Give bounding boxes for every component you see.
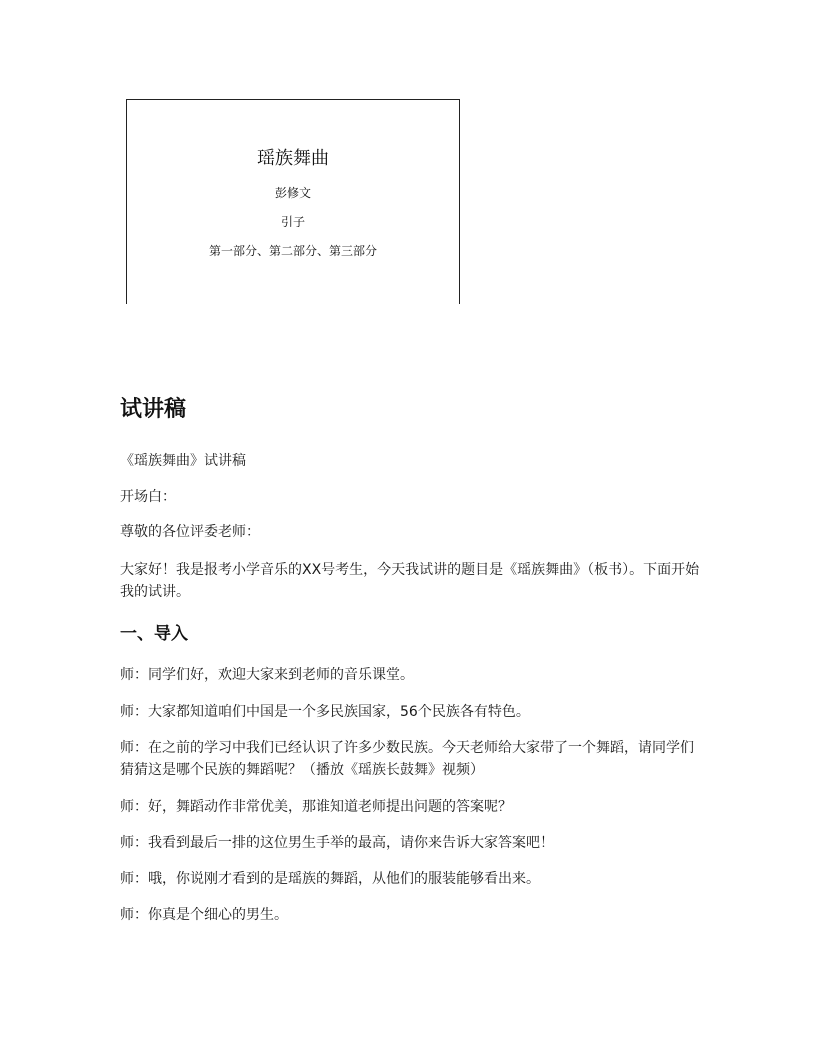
board-author: 彭修文 [274,186,311,200]
paragraph-lesson-title: 《瑶族舞曲》试讲稿 [120,453,246,469]
paragraph-dialogue-6: 师：哦，你说刚才看到的是瑶族的舞蹈，从他们的服装能够看出来。 [120,871,540,887]
paragraph-dialogue-3: 师：在之前的学习中我们已经认识了许多少数民族。今天老师给大家带了一个舞蹈，请同学们猜猜这是哪个民族的舞蹈呢？（播放《瑶族长鼓舞》视频） [120,740,694,778]
section-heading-intro: 一、导入 [120,624,188,644]
paragraph-opening: 开场白： [120,489,176,505]
paragraph-greeting: 尊敬的各位评委老师： [120,524,260,540]
blackboard-slide [126,99,460,304]
paragraph-dialogue-1: 师：同学们好，欢迎大家来到老师的音乐课堂。 [120,667,414,683]
page-title: 试讲稿 [120,397,187,422]
paragraph-introduction: 大家好！我是报考小学音乐的XX号考生，今天我试讲的题目是《瑶族舞曲》（板书）。下面开始我的试讲。 [120,562,700,600]
paragraph-dialogue-4: 师：好，舞蹈动作非常优美，那谁知道老师提出问题的答案呢？ [120,799,512,815]
board-intro: 引子 [280,215,305,229]
paragraph-dialogue-2: 师：大家都知道咱们中国是一个多民族国家，56个民族各有特色。 [120,704,530,720]
paragraph-dialogue-7: 师：你真是个细心的男生。 [120,907,288,923]
paragraph-dialogue-5: 师：我看到最后一排的这位男生手举的最高，请你来告诉大家答案吧！ [120,835,554,851]
board-title: 瑶族舞曲 [257,148,329,169]
board-parts: 第一部分、第二部分、第三部分 [208,244,377,258]
